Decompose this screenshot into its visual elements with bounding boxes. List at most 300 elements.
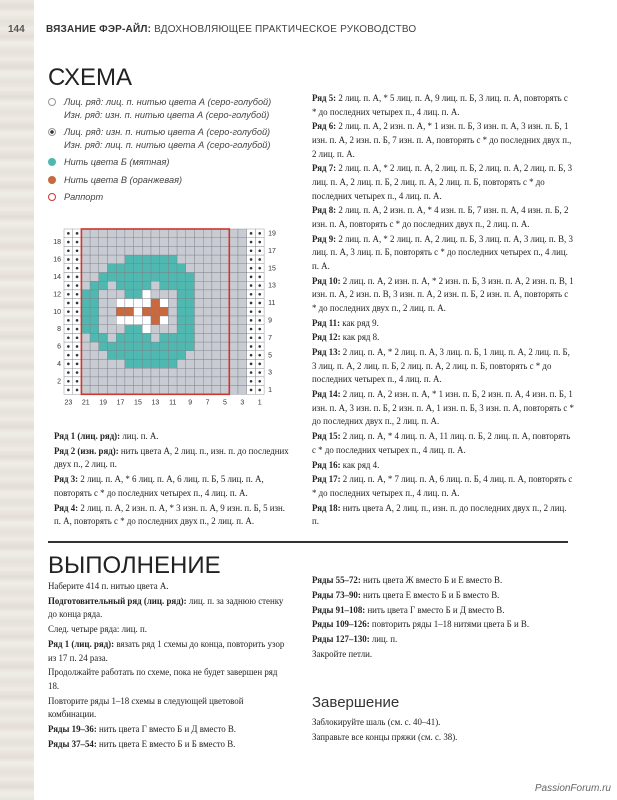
row-number-left: 12 <box>53 291 61 299</box>
chart-cell <box>99 255 108 264</box>
legend-line: Нить цвета Б (мятная) <box>64 157 170 167</box>
chart-cell <box>195 342 204 351</box>
execution-step-label: Ряды 37–54: <box>48 738 97 749</box>
execution-step-text: Наберите 414 п. нитью цвета А. <box>48 581 169 591</box>
row-instruction-paragraph <box>312 388 574 429</box>
execution-step-text: нить цвета Г вместо Б и Д вместо В. <box>365 604 505 615</box>
chart-cell <box>229 360 238 369</box>
orange-dot-icon <box>48 176 56 184</box>
purl-dot <box>76 241 79 244</box>
purl-dot <box>250 267 253 270</box>
chart-cell <box>90 299 99 308</box>
purl-dot <box>76 319 79 322</box>
chart-cell <box>221 377 230 386</box>
chart-cell <box>142 246 151 255</box>
chart-cell <box>125 351 134 360</box>
row-instruction-text: 2 лиц. п. А, * 6 лиц. п. А, 6 лиц. п. Б, 5 лиц. п. А, повторять с * до последних четырех п., 4 лиц. п. А. <box>54 474 264 498</box>
chart-cell <box>203 238 212 247</box>
dot-circle-icon <box>48 128 56 136</box>
chart-cell <box>177 238 186 247</box>
purl-dot <box>258 258 261 261</box>
execution-step-label: Ряды 91–108: <box>312 604 366 615</box>
chart-cell <box>134 264 143 273</box>
purl-dot <box>76 258 79 261</box>
row-number-right: 5 <box>268 352 273 360</box>
purl-dot <box>67 249 70 252</box>
row-number-left: 18 <box>53 239 61 247</box>
chart-cell <box>116 281 125 290</box>
chart-cell <box>116 255 125 264</box>
chart-cell <box>221 290 230 299</box>
row-instruction-label: Ряд 7: <box>312 163 337 174</box>
execution-step-text: нить цвета Г вместо Б и Д вместо В. <box>96 724 237 735</box>
chart-cell <box>195 290 204 299</box>
chart-cell <box>125 246 134 255</box>
rows-right-column <box>312 92 574 530</box>
execution-step-text: вязать ряд 1 схемы до конца, повторить узор из 17 п. 24 раза. <box>48 638 285 663</box>
chart-cell <box>108 342 117 351</box>
purl-dot <box>67 336 70 339</box>
chart-cell <box>177 307 186 316</box>
chart-cell <box>108 325 117 334</box>
chart-cell <box>160 351 169 360</box>
finish-step-text: Заблокируйте шаль (см. с. 40–41). <box>312 717 441 727</box>
purl-dot <box>258 389 261 392</box>
chart-cell <box>108 229 117 238</box>
purl-dot <box>67 328 70 331</box>
purl-dot <box>258 302 261 305</box>
chart-cell <box>195 386 204 395</box>
chart-cell <box>238 351 247 360</box>
row-instruction-label: Ряд 6: <box>312 121 337 132</box>
chart-cell <box>125 325 134 334</box>
chart-cell <box>177 229 186 238</box>
chart-cell <box>90 386 99 395</box>
chart-cell <box>116 368 125 377</box>
purl-dot <box>76 380 79 383</box>
chart-cell <box>186 351 195 360</box>
column-number: 9 <box>188 399 193 407</box>
purl-dot <box>250 258 253 261</box>
chart-cell <box>212 342 221 351</box>
row-instruction-paragraph <box>54 445 290 472</box>
chart-cell <box>142 368 151 377</box>
chart-cell <box>203 360 212 369</box>
legend-line: Изн. ряд: лиц. п. нитью цвета А (серо-голубой) <box>64 139 271 150</box>
execution-step-label: Ряды 55–72: <box>312 575 361 585</box>
chart-cell <box>116 316 125 325</box>
chart-cell <box>81 386 90 395</box>
chart-cell <box>229 325 238 334</box>
chart-cell <box>151 299 160 308</box>
chart-cell <box>229 377 238 386</box>
chart-cell <box>212 290 221 299</box>
execution-step-paragraph <box>312 574 574 588</box>
chart-cell <box>99 342 108 351</box>
purl-dot <box>76 371 79 374</box>
purl-dot <box>250 380 253 383</box>
chart-cell <box>99 333 108 342</box>
chart-cell <box>186 360 195 369</box>
chart-cell <box>229 333 238 342</box>
row-instruction-text: 2 лиц. п. А, 2 изн. п. А, * 4 изн. п. Б, 7 изн. п. А, 4 изн. п. Б, 2 изн. п. А, повторять с * до последних двух п., 2 лиц. п. А. <box>312 205 569 229</box>
row-instruction-text: нить цвета А, 2 лиц. п., изн. п. до последних двух п., 2 лиц. п. <box>54 445 289 470</box>
chart-cell <box>151 386 160 395</box>
chart-cell <box>221 360 230 369</box>
chart-cell <box>81 360 90 369</box>
chart-cell <box>160 360 169 369</box>
row-instruction-text: лиц. п. А. <box>120 431 159 441</box>
chart-cell <box>229 368 238 377</box>
column-number: 15 <box>134 399 142 407</box>
chart-cell <box>168 273 177 282</box>
chart-cell <box>203 229 212 238</box>
column-number: 13 <box>151 399 160 407</box>
chart-cell <box>168 281 177 290</box>
chart-cell <box>151 229 160 238</box>
chart-cell <box>125 273 134 282</box>
chart-cell <box>238 229 247 238</box>
chart-cell <box>134 281 143 290</box>
chart-cell <box>186 316 195 325</box>
chart-cell <box>177 333 186 342</box>
chart-cell <box>81 325 90 334</box>
purl-dot <box>250 389 253 392</box>
execution-step-paragraph <box>48 595 288 622</box>
purl-dot <box>76 276 79 279</box>
chart-cell <box>90 377 99 386</box>
chart-cell <box>195 360 204 369</box>
chart-cell <box>90 325 99 334</box>
row-instruction-label: Ряд 3: <box>54 474 79 485</box>
chart-cell <box>160 290 169 299</box>
execution-step-text: След. четыре ряда: лиц. п. <box>48 624 147 635</box>
row-instruction-label: Ряд 1 (лиц. ряд): <box>54 431 121 441</box>
chart-cell <box>90 351 99 360</box>
purl-dot <box>250 336 253 339</box>
chart-cell <box>108 281 117 290</box>
finish-heading: Завершение <box>312 694 400 711</box>
purl-dot <box>258 276 261 279</box>
chart-cell <box>177 273 186 282</box>
row-instruction-paragraph <box>54 473 290 500</box>
purl-dot <box>258 371 261 374</box>
purl-dot <box>67 354 70 357</box>
chart-cell <box>168 333 177 342</box>
chart-cell <box>125 255 134 264</box>
row-instruction-text: как ряд 9. <box>340 317 379 328</box>
chart-cell <box>229 351 238 360</box>
execution-step-paragraph <box>48 723 288 737</box>
chart-cell <box>134 333 143 342</box>
column-number: 1 <box>257 399 262 407</box>
chart-cell <box>81 299 90 308</box>
purl-dot <box>67 293 70 296</box>
purl-dot <box>250 310 253 313</box>
purl-dot <box>258 363 261 366</box>
chart-cell <box>108 290 117 299</box>
row-instruction-label: Ряд 16: <box>312 459 341 470</box>
chart-cell <box>203 246 212 255</box>
chart-cell <box>99 316 108 325</box>
execution-step-text: лиц. п. <box>369 634 398 645</box>
legend-line: Раппорт <box>64 192 104 202</box>
chart-cell <box>160 299 169 308</box>
chart-cell <box>186 229 195 238</box>
chart-cell <box>203 325 212 334</box>
row-instruction-text: 2 лиц. п. А, 2 изн. п. А, * 1 изн. п. Б, 3 изн. п. А, 3 изн. п. Б, 1 изн. п. А, 2 изн. п. Б, 7 изн. п. А, повторять с * до последних двух п., 2 лиц. п. А. <box>312 121 572 159</box>
row-instruction-label: Ряд 13: <box>312 347 341 358</box>
purl-dot <box>258 249 261 252</box>
row-instruction-label: Ряд 15: <box>312 431 341 442</box>
purl-dot <box>250 363 253 366</box>
chart-cell <box>177 368 186 377</box>
row-instruction-paragraph <box>54 430 290 444</box>
chart-cell <box>99 290 108 299</box>
chart-cell <box>229 307 238 316</box>
row-instruction-label: Ряд 2 (изн. ряд): <box>54 445 119 456</box>
chart-cell <box>212 333 221 342</box>
chart-cell <box>81 255 90 264</box>
row-instruction-label: Ряд 18: <box>312 502 341 513</box>
chart-cell <box>186 333 195 342</box>
chart-cell <box>195 377 204 386</box>
purl-dot <box>67 319 70 322</box>
chart-cell <box>212 281 221 290</box>
row-instruction-text: 2 лиц. п. А, * 2 лиц. п. А, 2 лиц. п. Б, 3 лиц. п. А, 3 лиц. п. В, 3 лиц. п. А, 3 лиц. п. Б, повторять с * до последних четырех п., 4 лиц. п. А. <box>312 233 573 271</box>
chart-cell <box>108 246 117 255</box>
row-number-left: 10 <box>53 308 61 316</box>
row-number-right: 11 <box>268 300 276 308</box>
chart-cell <box>212 316 221 325</box>
chart-cell <box>99 246 108 255</box>
chart-cell <box>186 290 195 299</box>
chart-cell <box>125 290 134 299</box>
chart-cell <box>99 360 108 369</box>
chart-cell <box>212 351 221 360</box>
chart-cell <box>186 246 195 255</box>
row-instruction-label: Ряд 9: <box>312 233 337 244</box>
chart-cell <box>134 273 143 282</box>
legend-item-mint <box>48 156 293 169</box>
chart-cell <box>116 325 125 334</box>
execution-step-text: лиц. п. за заднюю стенку до конца ряда. <box>48 595 284 620</box>
chart-cell <box>195 325 204 334</box>
execution-step-label: Подготовительный ряд (лиц. ряд): <box>48 595 187 606</box>
chart-cell <box>116 273 125 282</box>
chart-cell <box>186 368 195 377</box>
chart-cell <box>168 377 177 386</box>
chart-cell <box>168 342 177 351</box>
chart-cell <box>81 290 90 299</box>
chart-cell <box>238 273 247 282</box>
execution-step-text: Повторите ряды 1–18 схемы в следующей цветовой комбинации. <box>48 695 244 720</box>
chart-cell <box>90 360 99 369</box>
chart-cell <box>99 307 108 316</box>
purl-dot <box>258 293 261 296</box>
chart-cell <box>151 325 160 334</box>
chart-cell <box>116 246 125 255</box>
chart-cell <box>229 238 238 247</box>
row-instruction-paragraph <box>312 204 574 231</box>
execution-step-paragraph <box>48 580 288 594</box>
legend-item-knit <box>48 96 293 121</box>
chart-cell <box>116 351 125 360</box>
chart-cell <box>160 368 169 377</box>
red-circle-icon <box>48 193 56 201</box>
chart-cell <box>142 360 151 369</box>
chart-cell <box>90 229 99 238</box>
chart-cell <box>151 333 160 342</box>
chart-cell <box>195 299 204 308</box>
chart-cell <box>142 229 151 238</box>
row-instruction-text: 2 лиц. п. А, * 5 лиц. п. А, 9 лиц. п. Б, 3 лиц. п. А, повторять с * до последних четырех п., 4 лиц. п. А. <box>312 93 568 117</box>
execution-step-paragraph <box>312 648 574 662</box>
chart-cell <box>160 264 169 273</box>
chart-cell <box>168 325 177 334</box>
chart-cell <box>142 325 151 334</box>
column-number: 11 <box>169 399 177 407</box>
chart-cell <box>142 386 151 395</box>
chart-cell <box>221 368 230 377</box>
chart-cell <box>99 386 108 395</box>
chart-cell <box>221 264 230 273</box>
chart-cell <box>195 307 204 316</box>
chart-cell <box>238 290 247 299</box>
chart-cell <box>90 255 99 264</box>
row-instruction-text: как ряд 8. <box>340 332 380 343</box>
chart-cell <box>99 368 108 377</box>
chart-cell <box>177 299 186 308</box>
chart-cell <box>151 360 160 369</box>
chart-cell <box>186 264 195 273</box>
row-instruction-text: 2 лиц. п. А, 2 изн. п. А, * 3 изн. п. А, 9 изн. п. Б, 5 изн. п. А, повторять с * до последних двух п., 2 лиц. п. А. <box>54 502 286 527</box>
chart-cell <box>99 281 108 290</box>
chart-cell <box>90 316 99 325</box>
chart-cell <box>195 246 204 255</box>
chart-cell <box>151 290 160 299</box>
chart-cell <box>81 246 90 255</box>
chart-cell <box>160 273 169 282</box>
purl-dot <box>250 232 253 235</box>
chart-cell <box>212 273 221 282</box>
row-number-right: 17 <box>268 247 276 255</box>
running-header-rest: ВДОХНОВЛЯЮЩЕЕ ПРАКТИЧЕСКОЕ РУКОВОДСТВО <box>151 24 417 35</box>
finish-step-paragraph <box>312 716 574 730</box>
finish-step-text: Заправьте все концы пряжи (см. с. 38). <box>312 731 458 742</box>
chart-cell <box>108 351 117 360</box>
row-instruction-paragraph <box>54 502 290 529</box>
chart-cell <box>90 264 99 273</box>
purl-dot <box>76 363 79 366</box>
chart-cell <box>238 264 247 273</box>
execution-heading: ВЫПОЛНЕНИЕ <box>48 552 221 579</box>
chart-cell <box>99 351 108 360</box>
chart-cell <box>125 360 134 369</box>
chart-cell <box>238 246 247 255</box>
legend-line: Лиц. ряд: лиц. п. нитью цвета А (серо-голубой) <box>64 97 272 107</box>
chart-cell <box>125 299 134 308</box>
row-instruction-text: 2 лиц. п. А, * 2 лиц. п. А, 2 лиц. п. Б, 2 лиц. п. А, 2 лиц. п. Б, 3 лиц. п. А, 2 лиц. п. Б, 2 лиц. п. А, 2 лиц. п. Б, повторять с * до последних четырех п., 4 лиц. п. А. <box>312 163 573 201</box>
chart-cell <box>229 342 238 351</box>
execution-step-paragraph <box>48 638 288 665</box>
chart-cell <box>134 325 143 334</box>
chart-cell <box>177 342 186 351</box>
chart-cell <box>160 238 169 247</box>
chart-cell <box>177 325 186 334</box>
chart-cell <box>108 316 117 325</box>
chart-cell <box>151 273 160 282</box>
chart-cell <box>238 238 247 247</box>
chart-cell <box>90 342 99 351</box>
purl-dot <box>76 389 79 392</box>
chart-cell <box>186 281 195 290</box>
chart-cell <box>229 386 238 395</box>
chart-cell <box>134 368 143 377</box>
legend-item-orange <box>48 174 293 187</box>
legend-item-purl <box>48 126 293 151</box>
chart-cell <box>134 342 143 351</box>
execution-step-paragraph <box>312 589 574 603</box>
purl-dot <box>258 354 261 357</box>
chart-cell <box>168 229 177 238</box>
chart-cell <box>142 316 151 325</box>
chart-cell <box>177 360 186 369</box>
chart-cell <box>212 264 221 273</box>
column-number: 19 <box>99 399 108 407</box>
chart-cell <box>195 351 204 360</box>
chart-cell <box>212 360 221 369</box>
row-number-left: 8 <box>57 326 61 334</box>
execution-step-label: Ряды 73–90: <box>312 589 361 600</box>
chart-cell <box>186 299 195 308</box>
execution-step-text: Закройте петли. <box>312 648 373 659</box>
chart-cell <box>108 238 117 247</box>
chart-cell <box>168 290 177 299</box>
row-instruction-paragraph <box>312 331 574 345</box>
chart-cell <box>134 238 143 247</box>
chart-cell <box>221 238 230 247</box>
chart-cell <box>177 386 186 395</box>
row-instruction-text: 2 лиц. п. А, * 2 лиц. п. А, 3 лиц. п. Б, 1 лиц. п. А, 2 лиц. п. Б, 3 лиц. п. А, 2 лиц. п. Б, 2 лиц. п. А, 2 лиц. п. Б, повторять с * до последних четырех п., 4 лиц. п. А. <box>312 347 570 385</box>
chart-cell <box>168 386 177 395</box>
chart-cell <box>203 264 212 273</box>
chart-cell <box>168 264 177 273</box>
chart-cell <box>151 246 160 255</box>
chart-cell <box>168 368 177 377</box>
chart-cell <box>99 229 108 238</box>
chart-cell <box>212 368 221 377</box>
knitting-chart <box>47 225 287 415</box>
legend-item-repeat <box>48 191 293 204</box>
chart-cell <box>203 290 212 299</box>
chart-cell <box>238 299 247 308</box>
row-instruction-paragraph <box>312 473 574 500</box>
chart-cell <box>151 307 160 316</box>
row-instruction-paragraph <box>312 430 574 457</box>
chart-cell <box>134 246 143 255</box>
purl-dot <box>250 249 253 252</box>
execution-step-paragraph <box>312 618 574 632</box>
chart-cell <box>221 351 230 360</box>
row-instruction-paragraph <box>312 275 574 316</box>
purl-dot <box>67 267 70 270</box>
chart-cell <box>116 333 125 342</box>
purl-dot <box>76 267 79 270</box>
row-instruction-text: как ряд 4. <box>340 459 380 470</box>
chart-cell <box>151 316 160 325</box>
purl-dot <box>76 336 79 339</box>
